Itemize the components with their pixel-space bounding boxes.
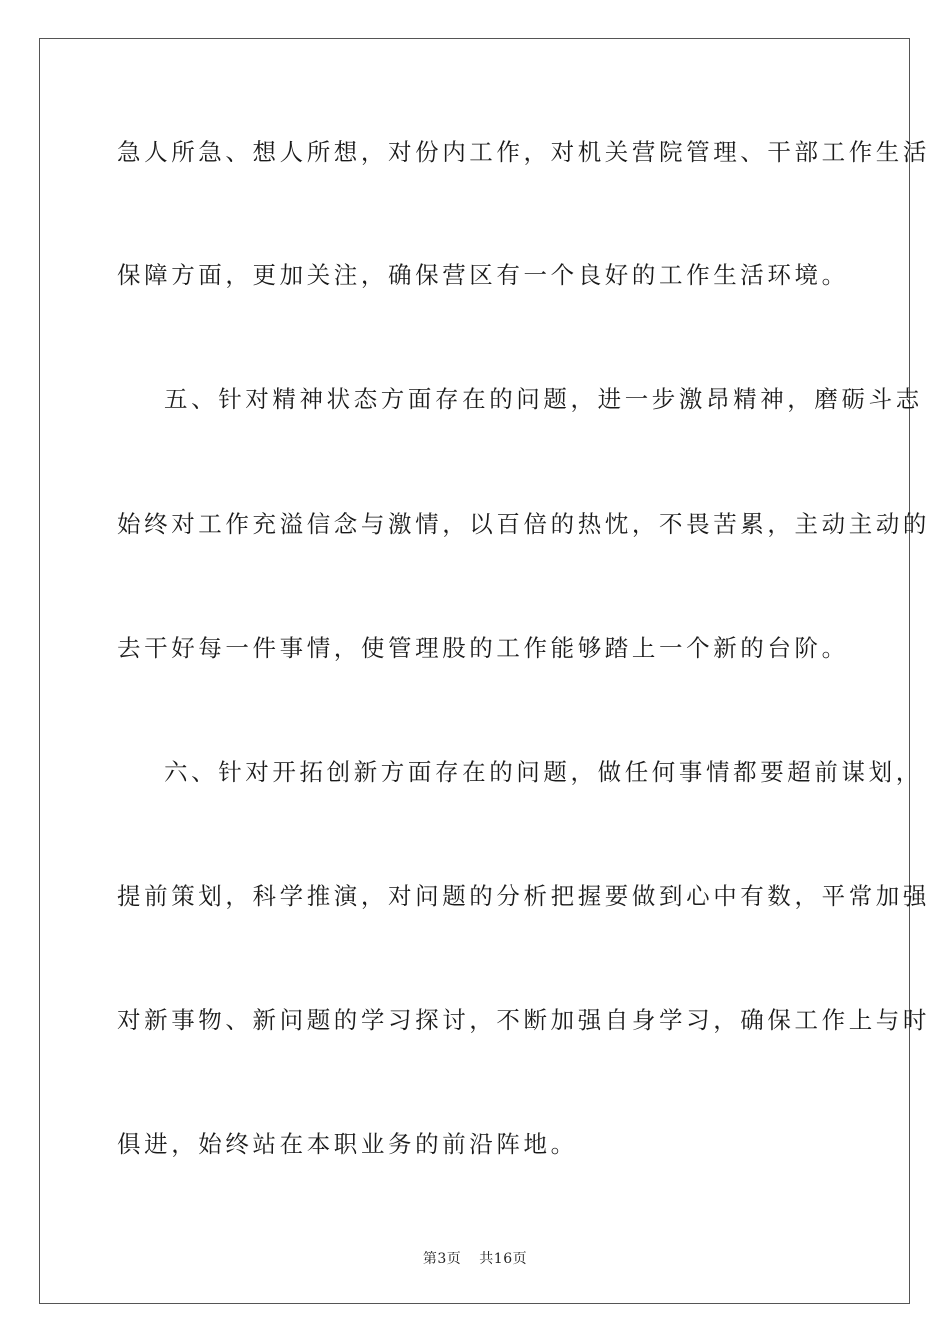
- paragraph-heading-line: 五、针对精神状态方面存在的问题，进一步激昂精神，磨砺斗志: [164, 385, 923, 413]
- page-frame: [39, 38, 930, 1304]
- body-line: 俱进，始终站在本职业务的前沿阵地。: [117, 1130, 578, 1158]
- body-line: 对新事物、新问题的学习探讨，不断加强自身学习，确保工作上与时: [117, 1006, 930, 1034]
- total-pages: 共16页: [479, 1251, 528, 1267]
- body-line: 始终对工作充溢信念与激情，以百倍的热忱，不畏苦累，主动主动的: [117, 510, 930, 538]
- page-footer: [0, 1248, 950, 1268]
- body-line: 保障方面，更加关注，确保营区有一个良好的工作生活环境。: [117, 261, 849, 289]
- body-line: 去干好每一件事情，使管理股的工作能够踏上一个新的台阶。: [117, 634, 849, 662]
- body-line: 提前策划，科学推演，对问题的分析把握要做到心中有数，平常加强: [117, 882, 930, 910]
- paragraph-heading-line: 六、针对开拓创新方面存在的问题，做任何事情都要超前谋划，: [164, 758, 923, 786]
- page-number: 第3页: [422, 1251, 462, 1267]
- body-line: 急人所急、想人所想，对份内工作，对机关营院管理、干部工作生活: [117, 138, 930, 166]
